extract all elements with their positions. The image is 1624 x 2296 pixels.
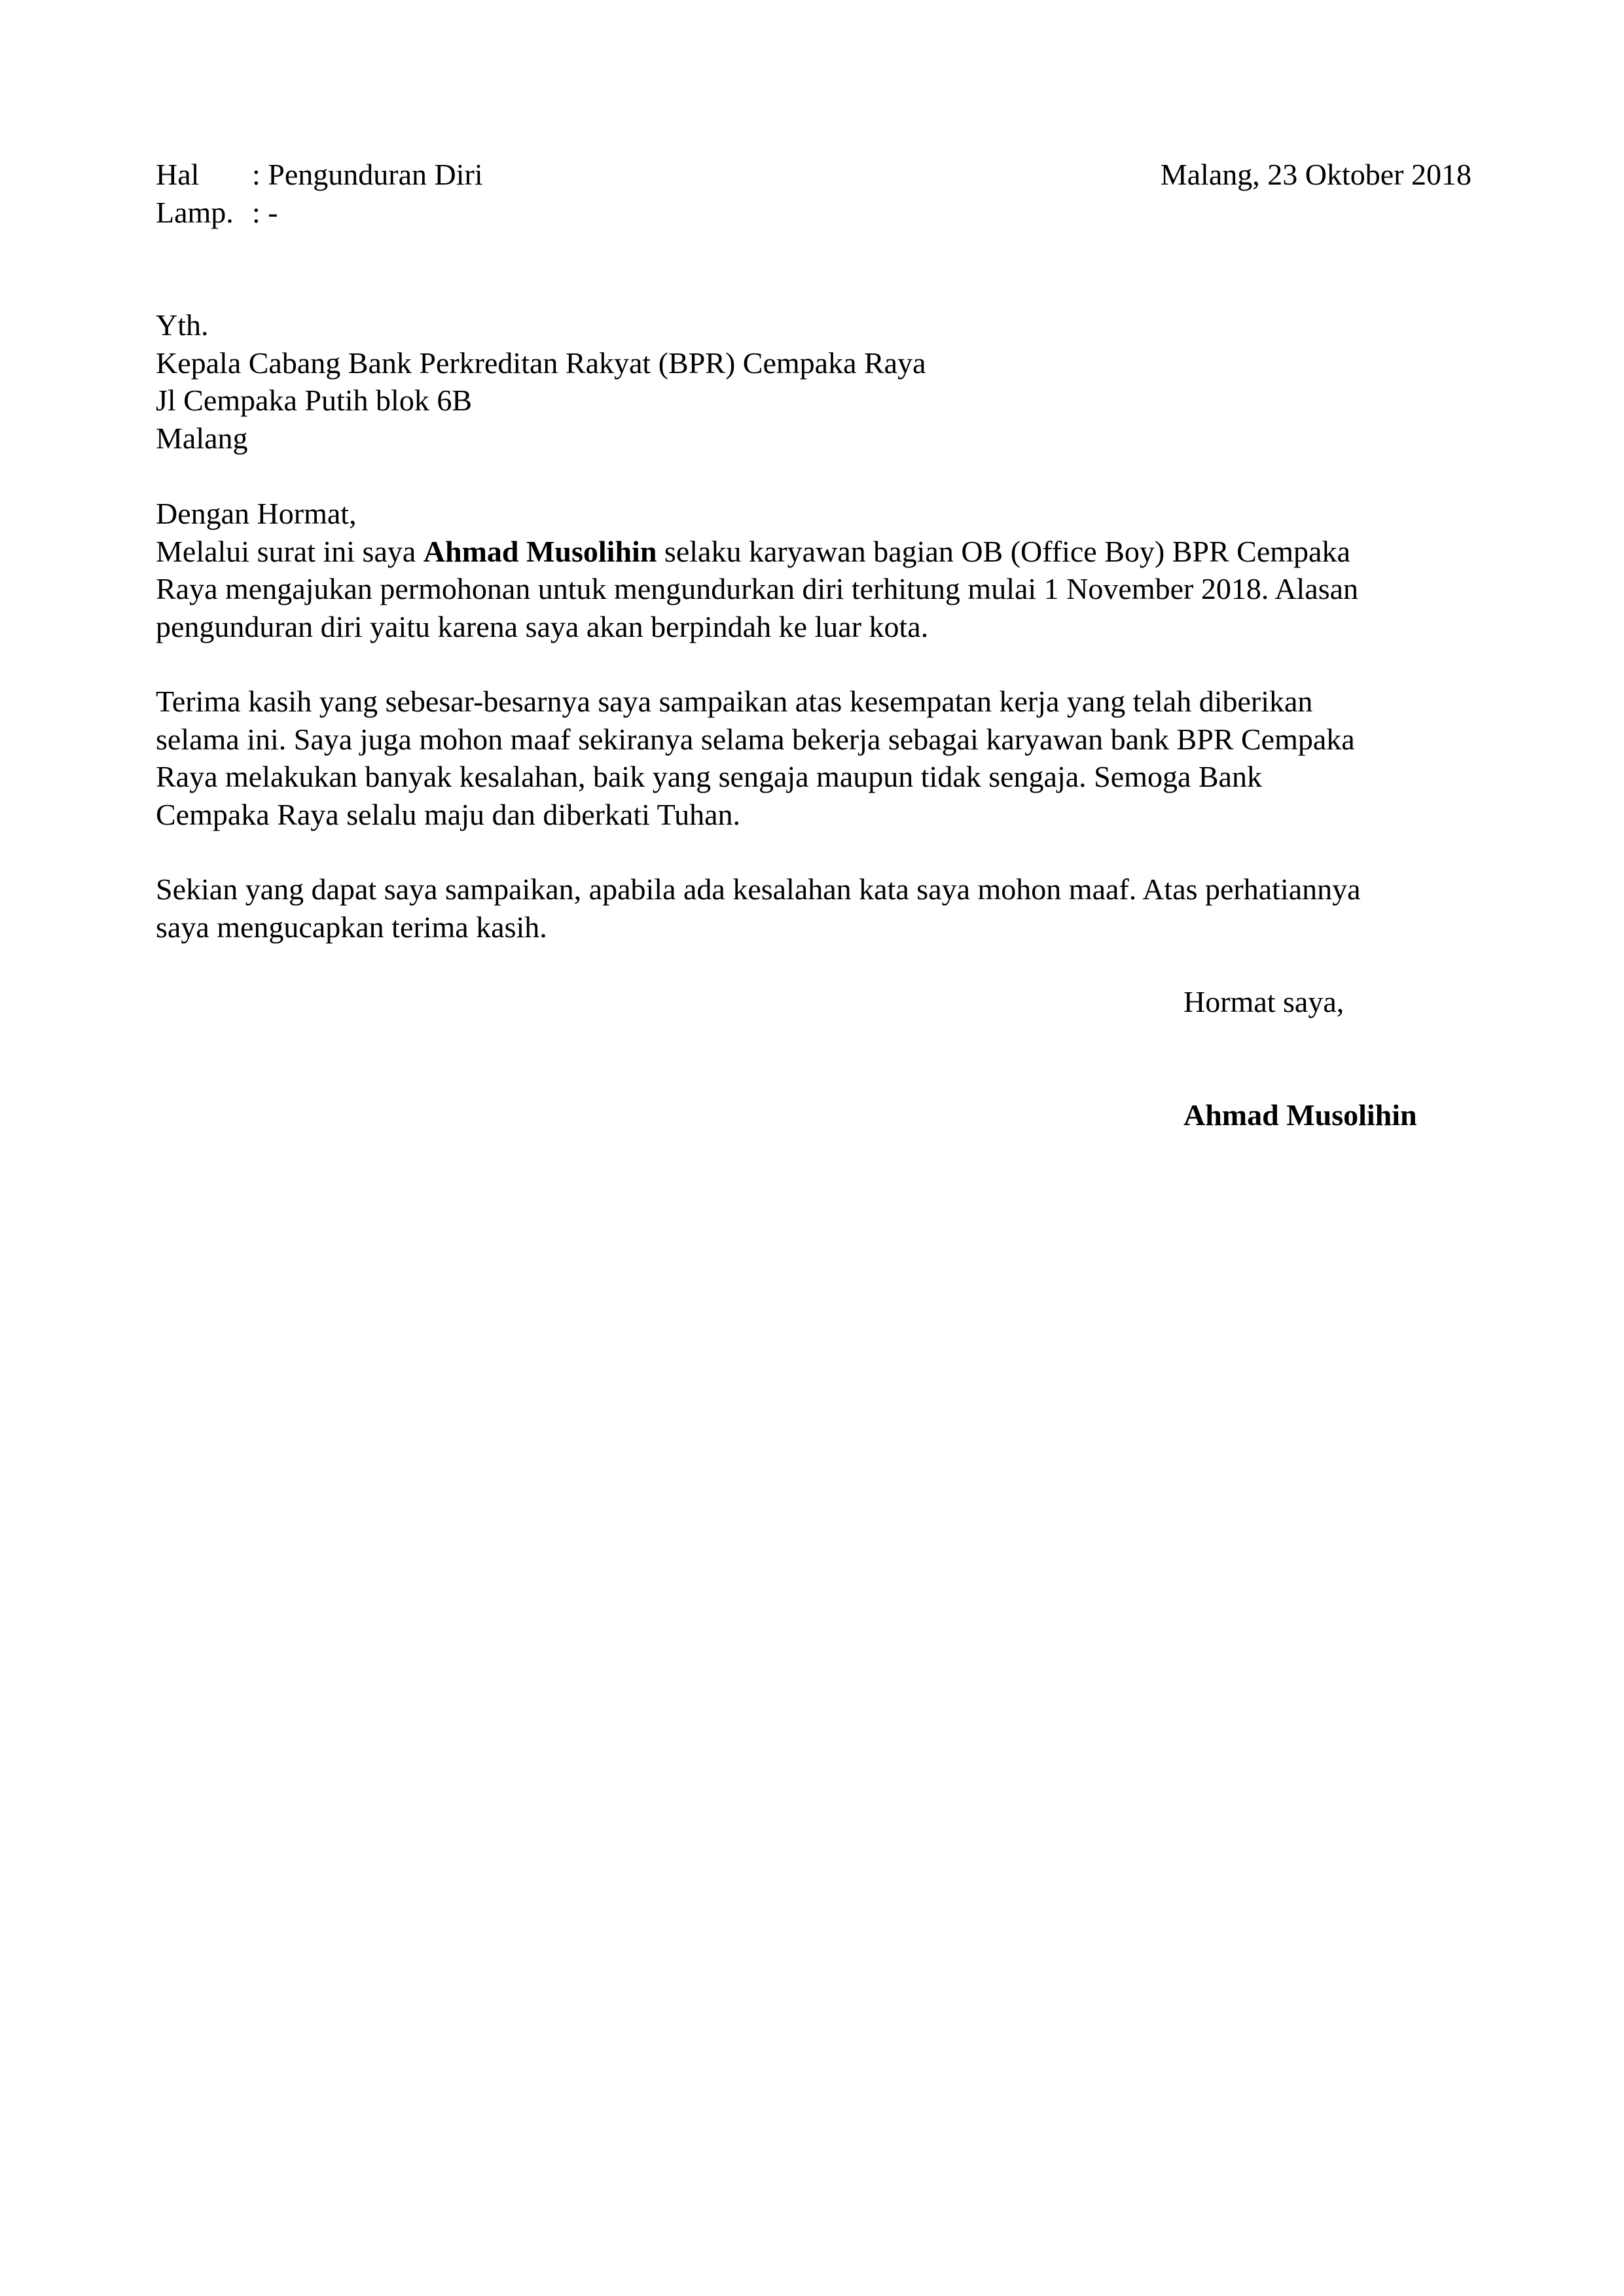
body-paragraph-1 (156, 495, 1471, 645)
body-paragraph-3 (156, 870, 1471, 946)
attachment-value: : - (252, 195, 278, 229)
paragraph-2-line-4: Cempaka Raya selalu maju dan diberkati Tuhan. (156, 797, 740, 831)
subject-value: : Pengunduran Diri (252, 158, 483, 191)
body-paragraph-2 (156, 683, 1471, 833)
paragraph-2-line-1: Terima kasih yang sebesar-besarnya saya sampaikan atas kesempatan kerja yang telah diberikan (156, 685, 1313, 718)
letter-header (156, 156, 1471, 231)
letter-date: Malang, 23 Oktober 2018 (1160, 158, 1471, 191)
attachment-row (156, 194, 1471, 232)
paragraph-1-line-3: pengunduran diri yaitu karena saya akan berpindah ke luar kota. (156, 609, 929, 643)
paragraph-1-line-1 (156, 533, 1471, 571)
greeting: Dengan Hormat, (156, 497, 357, 530)
subject-row (156, 156, 1471, 194)
closing-regards: Hormat saya, (1183, 985, 1344, 1018)
paragraph-1-line-2: Raya mengajukan permohonan untuk mengundurkan diri terhitung mulai 1 November 2018. Alasan (156, 572, 1359, 605)
paragraph-2-line-2: selama ini. Saya juga mohon maaf sekiranya selama bekerja sebagai karyawan bank BPR Cempaka (156, 722, 1355, 756)
attachment-label: Lamp. (156, 195, 234, 229)
subject-label: Hal (156, 158, 200, 191)
recipient-address: Jl Cempaka Putih blok 6B (156, 384, 472, 417)
employee-name: Ahmad Musolihin (423, 534, 657, 568)
paragraph-3-line-2: saya mengucapkan terima kasih. (156, 910, 547, 944)
paragraph-2-line-3: Raya melakukan banyak kesalahan, baik yang sengaja maupun tidak sengaja. Semoga Bank (156, 760, 1262, 793)
paragraph-1-rest: selaku karyawan bagian OB (Office Boy) BPR Cempaka (657, 534, 1350, 568)
recipient-block (156, 306, 1471, 457)
recipient-city: Malang (156, 421, 248, 455)
signer-name: Ahmad Musolihin (1183, 1098, 1417, 1132)
paragraph-3-line-1: Sekian yang dapat saya sampaikan, apabila ada kesalahan kata saya mohon maaf. Atas perhatiannya (156, 872, 1361, 906)
recipient-salutation: Yth. (156, 308, 209, 342)
paragraph-1-intro: Melalui surat ini saya (156, 534, 424, 568)
recipient-name: Kepala Cabang Bank Perkreditan Rakyat (BPR) Cempaka Raya (156, 346, 926, 380)
